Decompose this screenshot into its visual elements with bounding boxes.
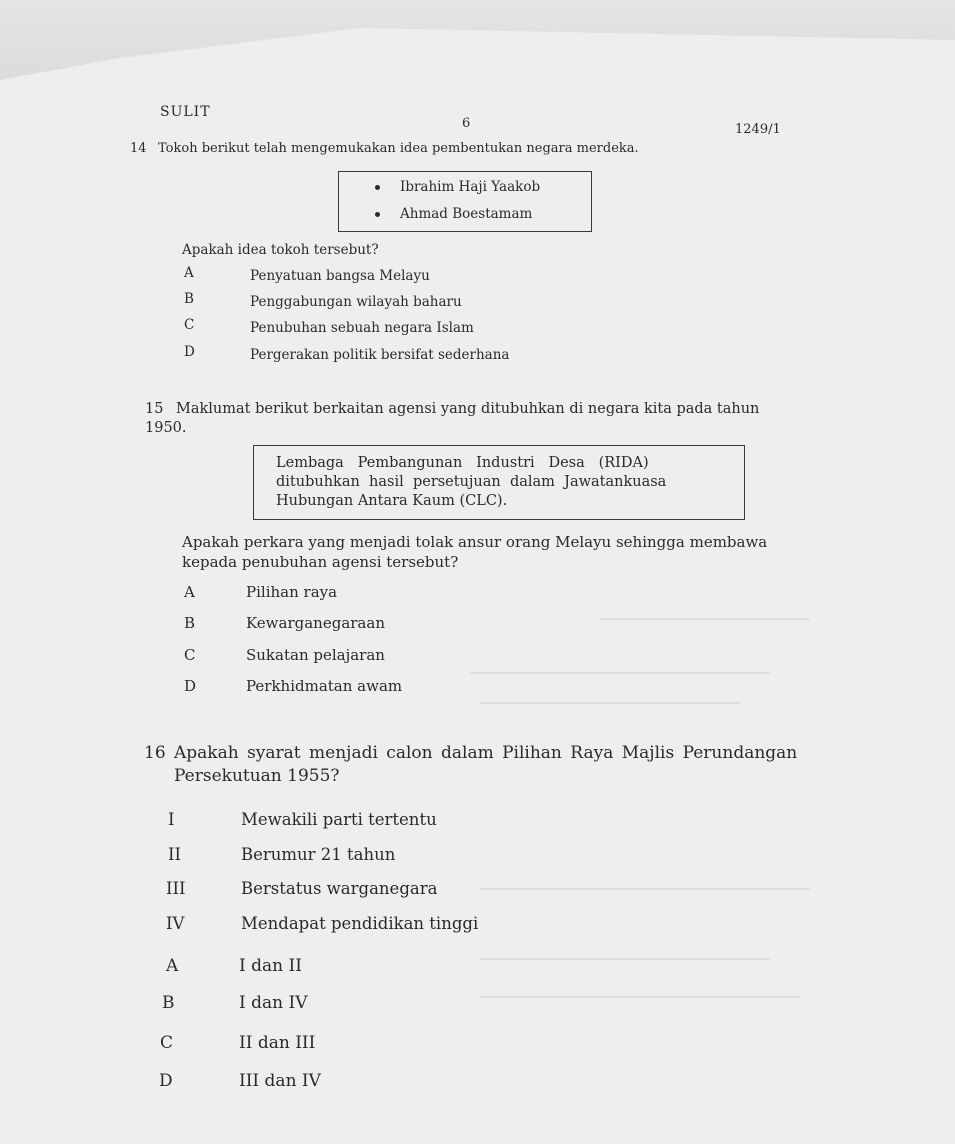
statement-text: Berumur 21 tahun (241, 845, 396, 864)
question-number: 15 (145, 401, 164, 417)
page-number: 6 (462, 116, 471, 131)
option-letter: B (184, 291, 194, 307)
question-stem-continued: Persekutuan 1955? (174, 766, 340, 786)
option-text: Pergerakan politik bersifat sederhana (250, 347, 510, 363)
statement-numeral: II (168, 845, 182, 864)
show-through-mark (480, 996, 800, 998)
question-stem: Tokoh berikut telah mengemukakan idea pembentukan negara merdeka. (158, 141, 639, 156)
question-stem: Apakah syarat menjadi calon dalam Pilihan Raya Majlis Perundangan (174, 743, 798, 763)
statement-numeral: III (166, 879, 186, 898)
option-letter: A (184, 583, 195, 601)
option-letter: D (184, 677, 197, 695)
box-line: Lembaga Pembangunan Industri Desa (RIDA) (276, 455, 649, 471)
option-text: Pilihan raya (246, 583, 338, 601)
show-through-mark (470, 672, 770, 674)
option-letter: D (184, 344, 195, 360)
option-letter: A (184, 265, 194, 281)
paper-code: 1249/1 (735, 122, 781, 137)
bullet-icon (375, 212, 380, 217)
option-text: Kewarganegaraan (246, 614, 385, 632)
option-text: Penubuhan sebuah negara Islam (250, 320, 474, 336)
statement-numeral: I (168, 810, 175, 829)
question-prompt: Apakah perkara yang menjadi tolak ansur orang Melayu sehingga membawa (182, 533, 768, 551)
show-through-mark (480, 888, 810, 890)
bullet-icon (375, 185, 380, 190)
info-box (253, 445, 745, 520)
info-box (338, 171, 592, 232)
option-letter: C (184, 646, 196, 664)
box-item: Ahmad Boestamam (400, 206, 533, 222)
question-prompt: Apakah idea tokoh tersebut? (182, 242, 379, 258)
option-text: I dan II (239, 956, 302, 976)
show-through-mark (480, 702, 740, 704)
option-letter: B (184, 614, 196, 632)
option-text: III dan IV (239, 1071, 321, 1091)
option-text: I dan IV (239, 993, 308, 1013)
statement-numeral: IV (166, 914, 185, 933)
option-text: II dan III (239, 1033, 316, 1053)
option-text: Perkhidmatan awam (246, 677, 403, 695)
option-letter: D (159, 1071, 173, 1091)
show-through-mark (600, 618, 810, 620)
option-letter: B (162, 993, 175, 1013)
option-text: Penggabungan wilayah baharu (250, 294, 462, 310)
statement-text: Mewakili parti tertentu (241, 810, 437, 829)
statement-text: Mendapat pendidikan tinggi (241, 914, 479, 933)
statement-text: Berstatus warganegara (241, 879, 438, 898)
question-number: 16 (144, 743, 166, 763)
box-line: Hubungan Antara Kaum (CLC). (276, 493, 508, 509)
option-letter: C (160, 1033, 174, 1053)
option-text: Sukatan pelajaran (246, 646, 385, 664)
box-item: Ibrahim Haji Yaakob (400, 179, 541, 195)
question-stem: Maklumat berikut berkaitan agensi yang ditubuhkan di negara kita pada tahun (176, 401, 760, 417)
box-line: ditubuhkan hasil persetujuan dalam Jawatankuasa (276, 474, 667, 490)
show-through-mark (480, 958, 770, 960)
option-letter: A (166, 956, 179, 976)
question-number: 14 (130, 141, 147, 156)
sulit-label: SULIT (160, 104, 211, 120)
question-stem-continued: 1950. (145, 420, 187, 436)
option-text: Penyatuan bangsa Melayu (250, 268, 430, 284)
question-prompt-continued: kepada penubuhan agensi tersebut? (182, 553, 459, 571)
option-letter: C (184, 317, 195, 333)
